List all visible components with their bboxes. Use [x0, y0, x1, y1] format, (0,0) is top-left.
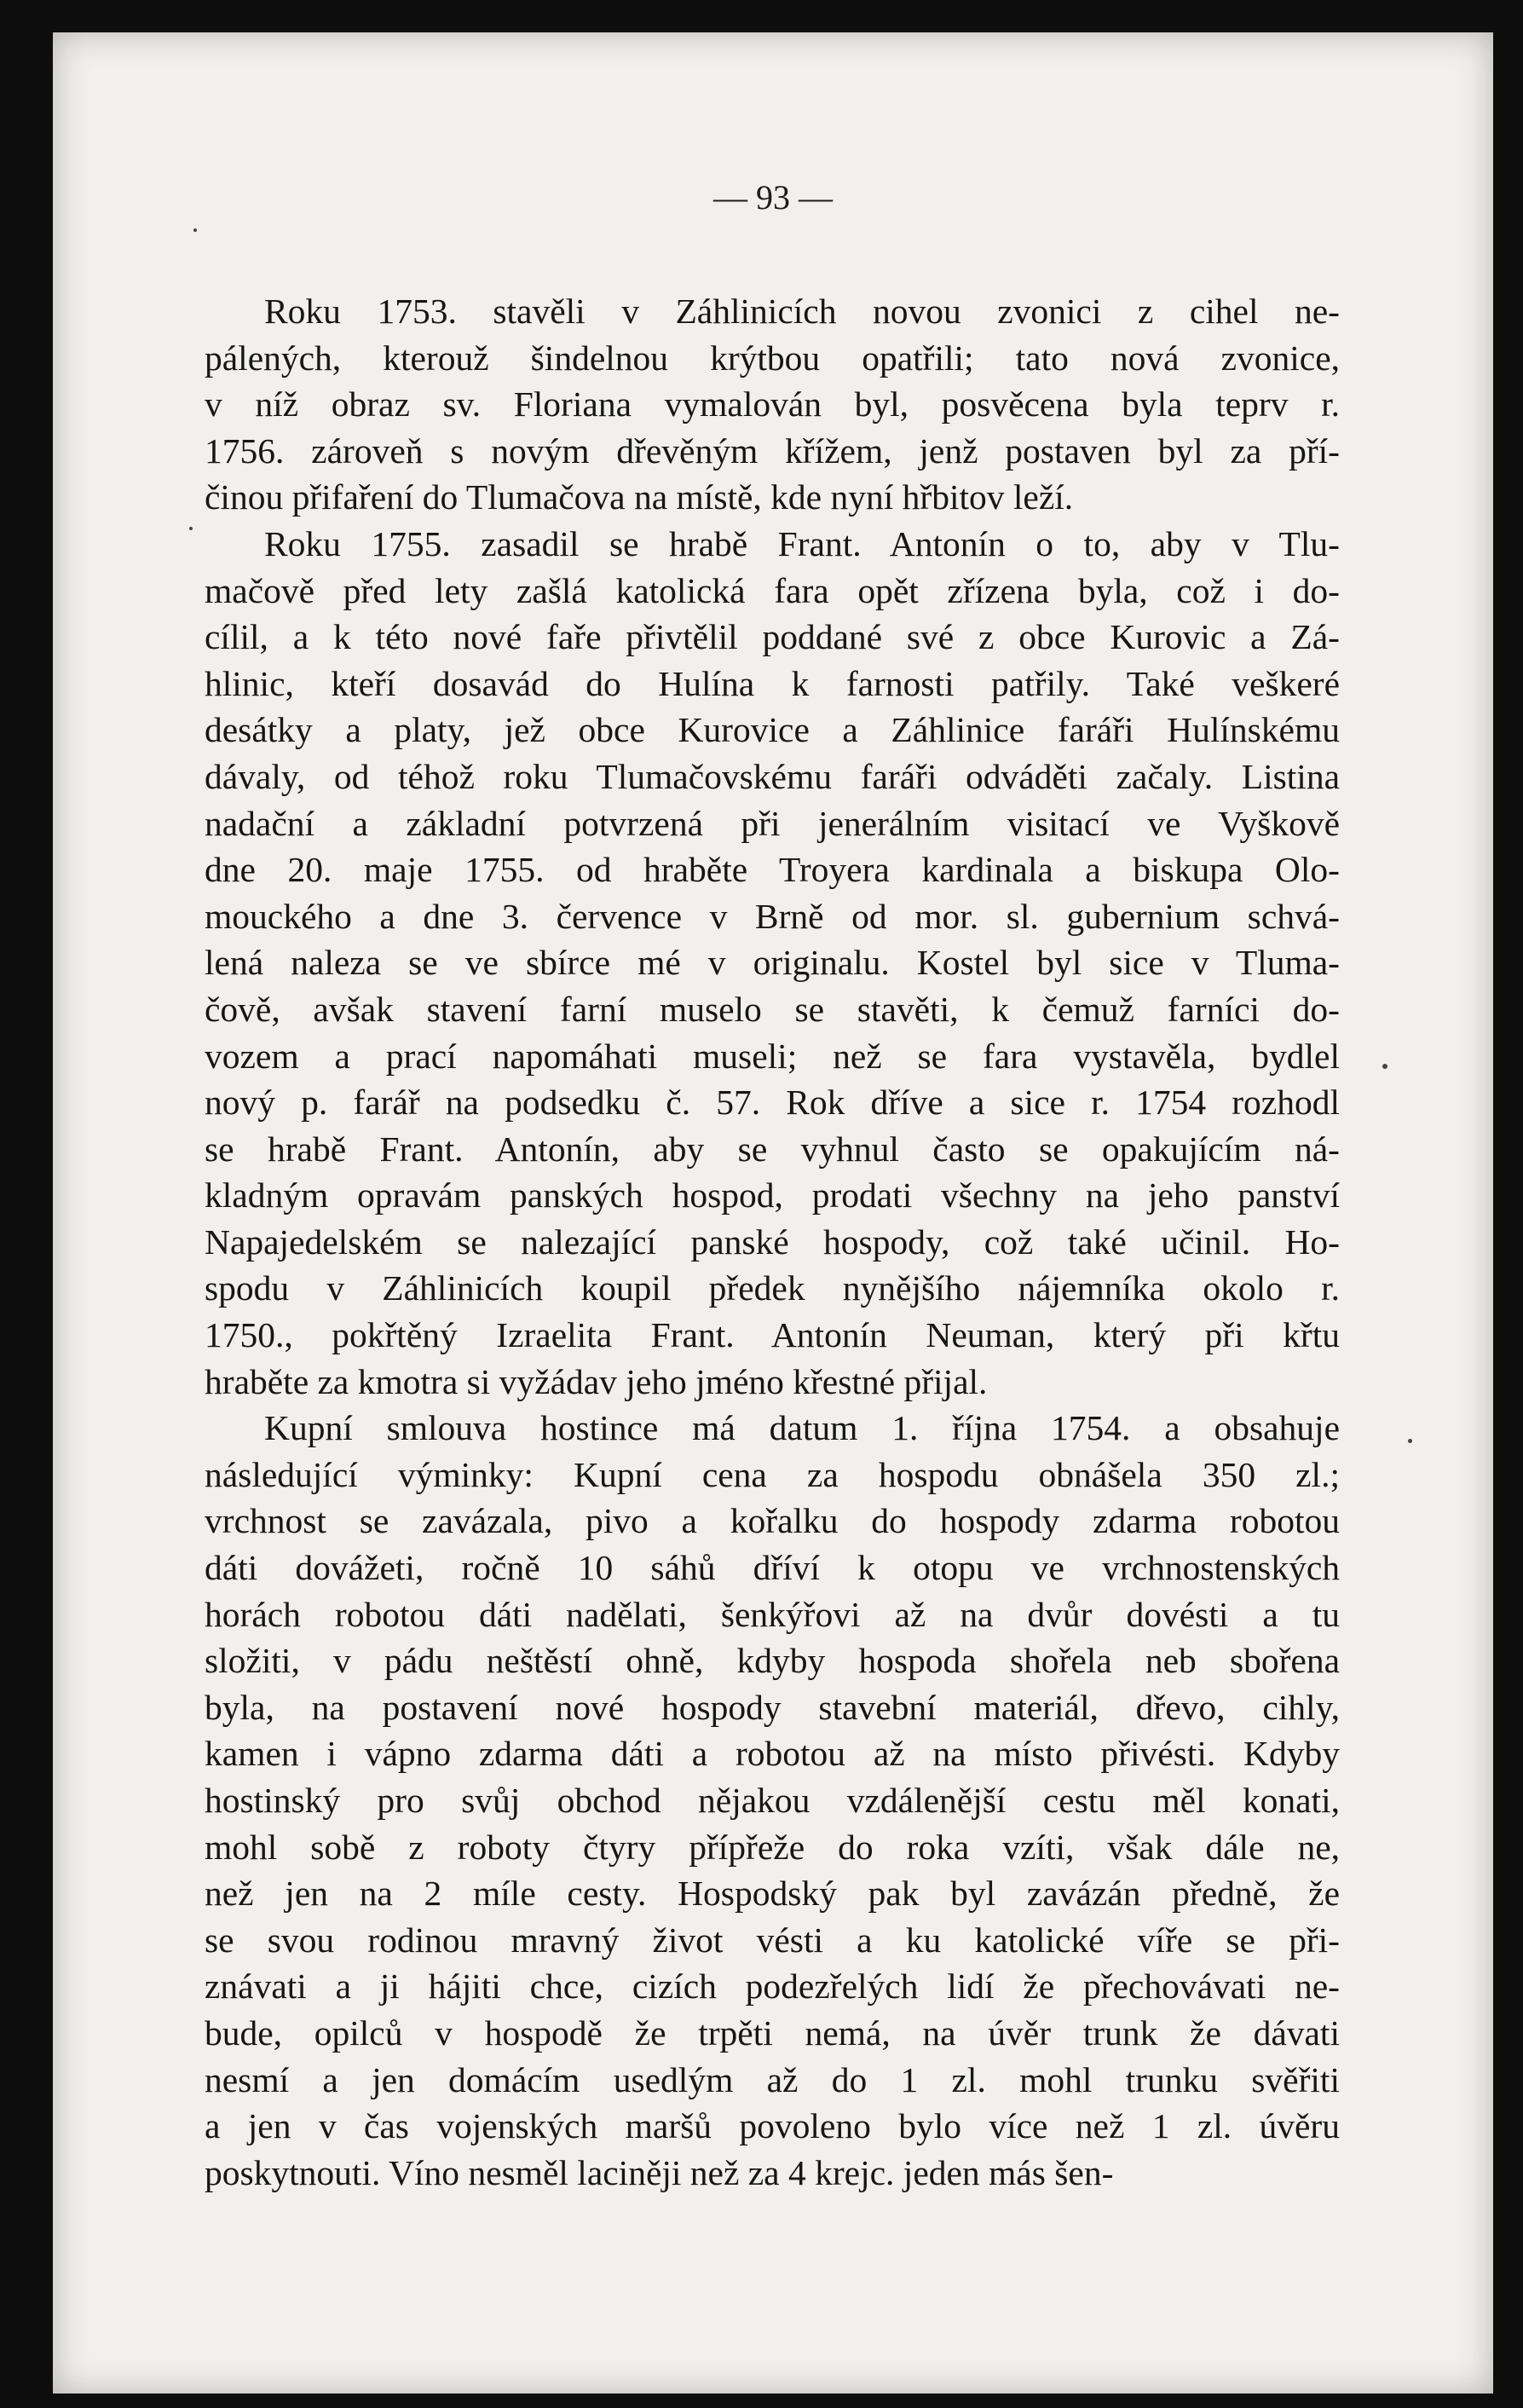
text-line: se svou rodinou mravný život vésti a ku katolické víře se při-	[205, 1920, 1340, 1960]
text-line: dáti dovážeti, ročně 10 sáhů dříví k otopu ve vrchnostenských	[205, 1548, 1340, 1588]
text-line: nadační a základní potvrzená při jenerálním visitací ve Vyškově	[205, 803, 1340, 843]
text-line: dne 20. maje 1755. od hraběte Troyera kardinala a biskupa Olo-	[205, 850, 1340, 890]
paragraph-3	[205, 1405, 1340, 2196]
text-line: následující výminky: Kupní cena za hospodu obnášela 350 zl.;	[205, 1454, 1340, 1494]
scan-speck	[1382, 1064, 1387, 1069]
text-line: dávaly, od téhož roku Tlumačovskému faráři odváděti začaly. Listina	[205, 756, 1340, 796]
page-number: — 93 —	[713, 178, 833, 217]
text-line: 1750., pokřtěný Izraelita Frant. Antonín Neuman, který při křtu	[205, 1315, 1340, 1355]
paragraph-2	[205, 521, 1340, 1405]
text-line: poskytnouti. Víno nesměl laciněji než za 4 krejc. jeden más šen-	[205, 2152, 1114, 2192]
scan-speck	[189, 527, 193, 530]
text-line: složiti, v pádu neštěstí ohně, kdyby hospoda shořela neb sbořena	[205, 1641, 1340, 1681]
text-line: mouckého a dne 3. července v Brně od mor. sl. gubernium schvá-	[205, 896, 1340, 936]
text-line: Napajedelském se nalezající panské hospody, což také učinil. Ho-	[205, 1221, 1340, 1262]
text-line: vozem a prací napomáhati museli; než se fara vystavěla, bydlel	[205, 1036, 1340, 1076]
text-line: čově, avšak stavení farní muselo se stavěti, k čemuž farníci do-	[205, 989, 1340, 1029]
body-text	[205, 288, 1340, 2196]
book-page	[53, 32, 1493, 2394]
text-line: hostinský pro svůj obchod nějakou vzdálenější cestu měl konati,	[205, 1781, 1340, 1820]
text-line: v níž obraz sv. Floriana vymalován byl, posvěcena byla teprv r.	[205, 384, 1340, 424]
text-line: 1756. zároveň s novým dřevěným křížem, jenž postaven byl za pří-	[205, 430, 1340, 471]
text-line: nový p. farář na podsedku č. 57. Rok dříve a sice r. 1754 rozhodl	[205, 1083, 1340, 1123]
text-line: byla, na postavení nové hospody stavební materiál, dřevo, cihly,	[205, 1687, 1340, 1727]
text-line: pálených, kterouž šindelnou krýtbou opatřili; tato nová zvonice,	[205, 338, 1340, 378]
text-line: nesmí a jen domácím usedlým až do 1 zl. mohl trunku svěřiti	[205, 2059, 1340, 2099]
text-line: než jen na 2 míle cesty. Hospodský pak byl zavázán předně, že	[205, 1874, 1340, 1914]
text-line: se hrabě Frant. Antonín, aby se vyhnul často se opakujícím ná-	[205, 1129, 1340, 1169]
text-line: bude, opilců v hospodě že trpěti nemá, na úvěr trunk že dávati	[205, 2012, 1340, 2053]
paragraph-1	[205, 288, 1340, 521]
text-line: kladným opravám panských hospod, prodati všechny na jeho panství	[205, 1175, 1340, 1216]
text-line: Kupní smlouva hostince má datum 1. října 1754. a obsahuje	[264, 1408, 1340, 1448]
text-line: a jen v čas vojenských maršů povoleno bylo více než 1 zl. úvěru	[205, 2106, 1340, 2146]
text-line: lená naleza se ve sbírce mé v originalu. Kostel byl sice v Tluma-	[205, 943, 1340, 983]
text-line: mohl sobě z roboty čtyry přípřeže do roka vzíti, však dále ne,	[205, 1827, 1340, 1867]
scan-speck	[193, 228, 197, 232]
text-line: mačově před lety zašlá katolická fara opět zřízena byla, což i do-	[205, 570, 1340, 610]
text-line: spodu v Záhlinicích koupil předek nynějšího nájemníka okolo r.	[205, 1268, 1340, 1308]
text-line: vrchnost se zavázala, pivo a kořalku do hospody zdarma robotou	[205, 1501, 1340, 1541]
text-line: hraběte za kmotra si vyžádav jeho jméno křestné přijal.	[205, 1361, 988, 1401]
text-line: desátky a platy, jež obce Kurovice a Záhlinice faráři Hulínskému	[205, 710, 1340, 750]
text-line: Roku 1753. stavěli v Záhlinicích novou zvonici z cihel ne-	[264, 292, 1340, 331]
text-line: znávati a ji hájiti chce, cizích podezřelých lidí že přechovávati ne-	[205, 1966, 1340, 2007]
text-line: činou přifaření do Tlumačova na místě, kde nyní hřbitov leží.	[205, 477, 1074, 517]
text-line: kamen i vápno zdarma dáti a robotou až na místo přivésti. Kdyby	[205, 1734, 1340, 1774]
text-line: hlinic, kteří dosavád do Hulína k farnosti patřily. Také veškeré	[205, 663, 1340, 703]
text-line: Roku 1755. zasadil se hrabě Frant. Antonín o to, aby v Tlu-	[264, 523, 1340, 563]
text-line: horách robotou dáti nadělati, šenkýřovi až na dvůr dovésti a tu	[205, 1594, 1340, 1634]
scan-speck	[1408, 1439, 1412, 1443]
text-line: cílil, a k této nové faře přivtělil poddané své z obce Kurovic a Zá-	[205, 617, 1340, 657]
